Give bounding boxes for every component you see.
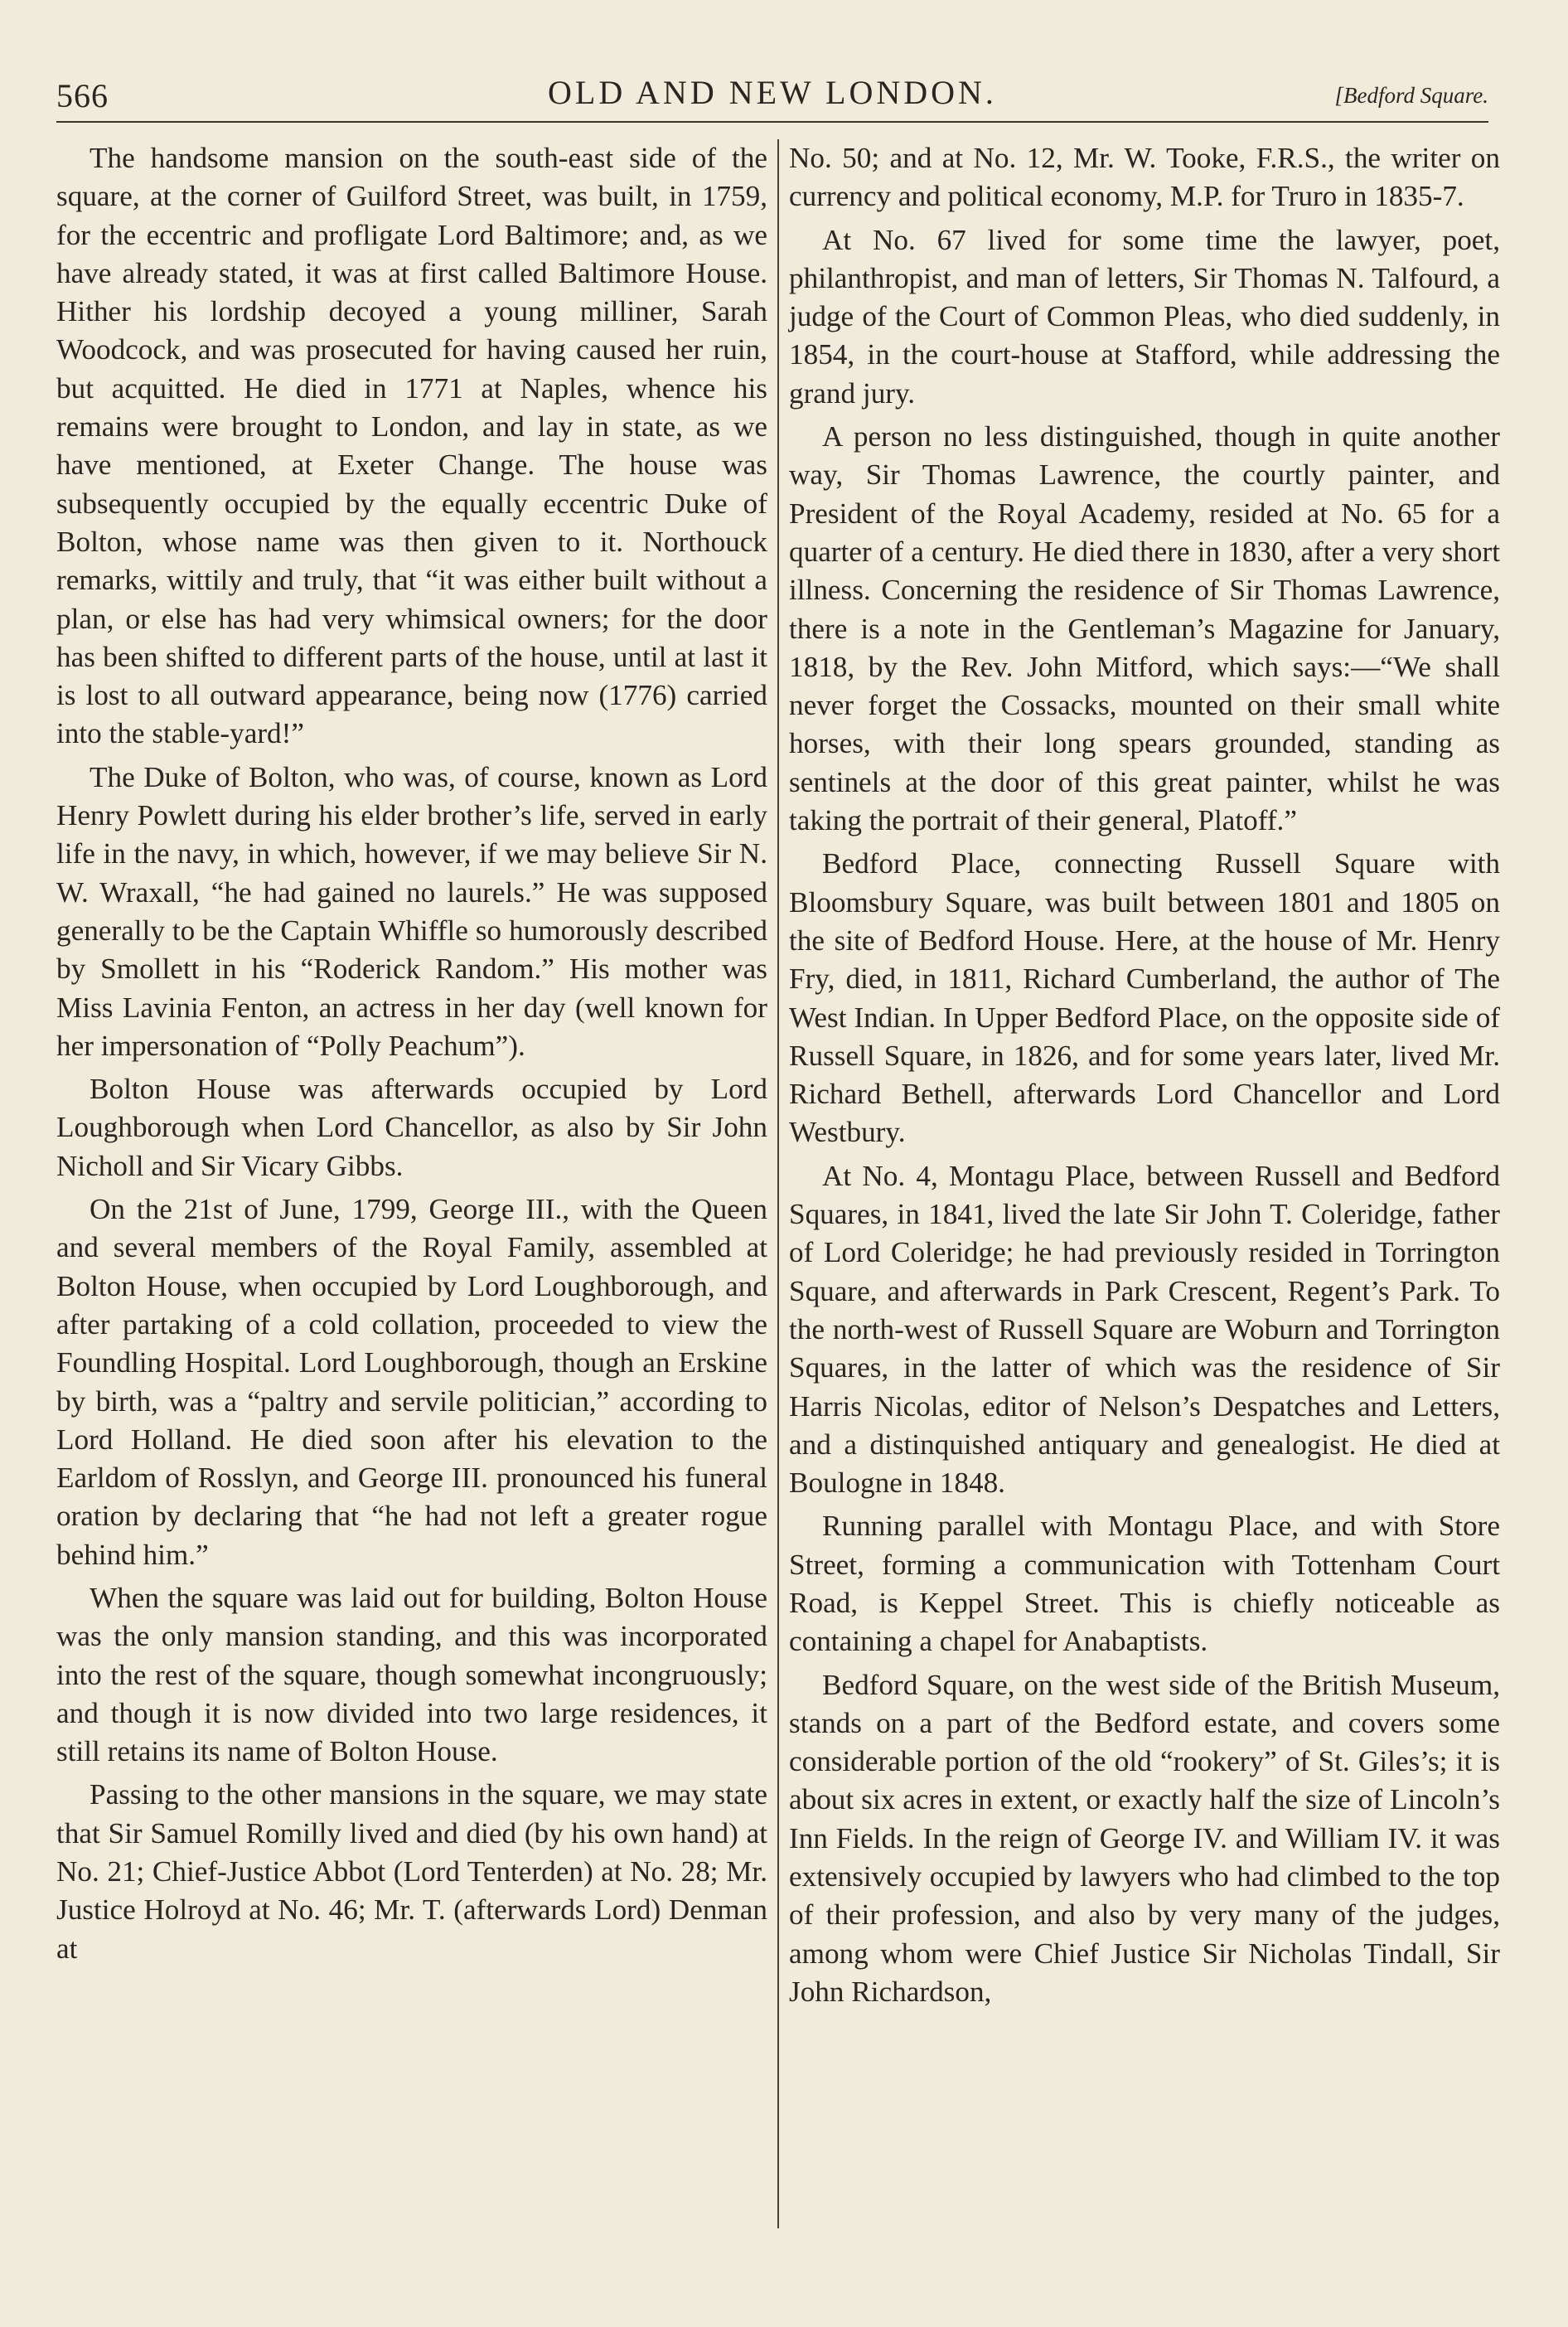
paragraph: Bedford Square, on the west side of the British Museum, stands on a part of the Bedford estate, and covers some considerable portion of the old “rookery” of St. Giles’s; it is about six acres in extent, or exactly half the size of Lincoln’s Inn Fields. In the reign of George IV. and William IV. it was extensively occupied by lawyers who had climbed to the top of their profession, and also by very many of the judges, among whom were Chief Justice Sir Nicholas Tindall, Sir John Richardson,: [789, 1668, 1500, 2008]
paragraph: At No. 67 lived for some time the lawyer, poet, philanthropist, and man of letters, Sir Thomas N. Talfourd, a judge of the Court of Common Pleas, who died suddenly, in 1854, in the court-house at Stafford, while addressing the grand jury.: [789, 223, 1500, 410]
paragraph: The handsome mansion on the south-east side of the square, at the corner of Guilford Street, was built, in 1759, for the eccentric and profligate Lord Baltimore; and, as we have already stated, it was at first called Baltimore House. Hither his lordship decoyed a young milliner, Sarah Woodcock, and was prosecuted for having caused her ruin, but acquitted. He died in 1771 at Naples, whence his remains were brought to London, and lay in state, as we have mentioned, at Exeter Change. The house was subsequently occupied by the equally eccentric Duke of Bolton, whose name was then given to it. Northouck remarks, wittily and truly, that “it was either built without a plan, or else has had very whimsical owners; for the door has been shifted to different parts of the house, until at last it is lost to all outward appearance, being now (1776) carried into the stable-yard!”: [56, 142, 767, 750]
paragraph: Bedford Place, connecting Russell Square with Bloomsbury Square, was built between 1801 and 1805 on the site of Bedford House. Here, at the house of Mr. Henry Fry, died, in 1811, Richard Cumberland, the author of The West Indian. In Upper Bedford Place, on the opposite side of Russell Square, in 1826, and for some years later, lived Mr. Richard Bethell, afterwards Lord Chancellor and Lord Westbury.: [789, 847, 1500, 1149]
page-header: [56, 73, 1488, 124]
section-heading: [Bedford Square.: [1334, 83, 1488, 108]
paragraph: A person no less distinguished, though in quite another way, Sir Thomas Lawrence, the courtly painter, and President of the Royal Academy, resided at No. 65 for a quarter of a century. He died there in 1830, after a very short illness. Concerning the residence of Sir Thomas Lawrence, there is a note in the Gentleman’s Magazine for January, 1818, by the Rev. John Mitford, which says:—“We shall never forget the Cossacks, mounted on their small white horses, with their long spears grounded, standing as sentinels at the door of this great painter, whilst he was taking the portrait of their general, Platoff.”: [789, 420, 1500, 837]
paragraph: No. 50; and at No. 12, Mr. W. Tooke, F.R.S., the writer on currency and political economy, M.P. for Truro in 1835-7.: [789, 142, 1500, 213]
paragraph: When the square was laid out for building, Bolton House was the only mansion standing, and this was incorporated into the rest of the square, though somewhat incongruously; and though it is now divided into two large residences, it still retains its name of Bolton House.: [56, 1581, 767, 1768]
paragraph: Running parallel with Montagu Place, and with Store Street, forming a communication with Tottenham Court Road, is Keppel Street. This is chiefly noticeable as containing a chapel for Anabaptists.: [789, 1510, 1500, 1658]
left-column: [56, 139, 767, 1973]
paragraph: Passing to the other mansions in the square, we may state that Sir Samuel Romilly lived and died (by his own hand) at No. 21; Chief-Justice Abbot (Lord Tenterden) at No. 28; Mr. Justice Holroyd at No. 46; Mr. T. (afterwards Lord) Denman at: [56, 1778, 767, 1965]
column-divider: [777, 139, 779, 2228]
paragraph: At No. 4, Montagu Place, between Russell and Bedford Squares, in 1841, lived the late Sir John T. Coleridge, father of Lord Coleridge; he had previously resided in Torrington Square, and afterwards in Park Crescent, Regent’s Park. To the north-west of Russell Square are Woburn and Torrington Squares, in the latter of which was the residence of Sir Harris Nicolas, editor of Nelson’s Despatches and Letters, and a distinquished antiquary and genealogist. He died at Boulogne in 1848.: [789, 1159, 1500, 1500]
paragraph: Bolton House was afterwards occupied by Lord Loughborough when Lord Chancellor, as also by Sir John Nicholl and Sir Vicary Gibbs.: [56, 1073, 767, 1182]
right-column: [789, 139, 1500, 2016]
running-title: OLD AND NEW LONDON.: [548, 74, 997, 111]
page-number: 566: [56, 77, 109, 114]
header-rule: [56, 121, 1488, 123]
paragraph: The Duke of Bolton, who was, of course, known as Lord Henry Powlett during his elder brother’s life, served in early life in the navy, in which, however, if we may believe Sir N. W. Wraxall, “he had gained no laurels.” He was supposed generally to be the Captain Whiffle so humorously described by Smollett in his “Roderick Random.” His mother was Miss Lavinia Fenton, an actress in her day (well known for her impersonation of “Polly Peachum”).: [56, 760, 767, 1062]
paragraph: On the 21st of June, 1799, George III., with the Queen and several members of the Royal Family, assembled at Bolton House, when occupied by Lord Loughborough, and after partaking of a cold collation, proceeded to view the Foundling Hospital. Lord Loughborough, though an Erskine by birth, was a “paltry and servile politician,” according to Lord Holland. He died soon after his elevation to the Earldom of Rosslyn, and George III. pronounced his funeral oration by declaring that “he had not left a greater rogue behind him.”: [56, 1193, 767, 1571]
